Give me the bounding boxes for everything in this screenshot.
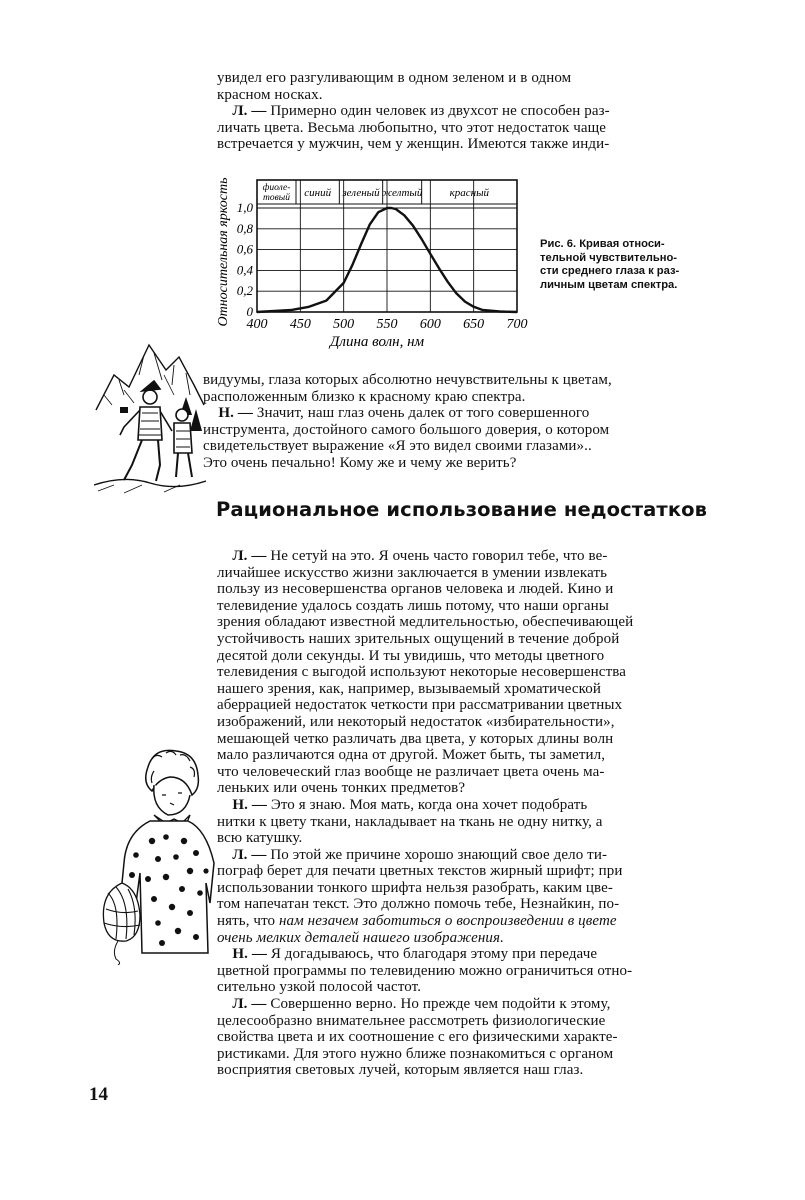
band-label-0-a: фиоле-: [262, 183, 291, 193]
y-tick-label-3: 0,6: [236, 241, 253, 257]
figure-caption: Рис. 6. Кривая относи- тельной чувствительно- сти среднего глаза к раз- личным цветам спектра.: [540, 238, 680, 291]
x-tick-label-6: 700: [506, 317, 528, 332]
speaker-l-1: Л. —: [232, 548, 267, 564]
speaker-n-2: Н. —: [232, 946, 267, 963]
section-heading: Рациональное использование недостатков: [216, 498, 708, 521]
hikers-illustration: [94, 335, 206, 495]
speaker-l-3: Л. —: [232, 996, 267, 1013]
speaker-n-1: Н. —: [232, 796, 267, 813]
section-p3: По этой же причине хорошо знающий свое дело ти- пограф берет для печати цветных текстов жирный шрифт; при использовании тонкого шрифта нельзя разобрать, каким цве- том напечатан текст. Это должно помочь тебе, Незнайкин, по- нять, что: [217, 846, 623, 930]
top-paragraph: [217, 70, 714, 153]
section-p3-italic: нам незачем заботиться о воспроизведении в цвете очень мелких деталей нашего изображения.: [217, 913, 617, 946]
y-tick-label-0: 0: [246, 304, 253, 319]
top-text-l: Примерно один человек из двухсот не способен раз- личать цвета. Весьма любопытно, что этот недостаток чаще встречается у мужчин, чем у женщин. Имеются также инди-: [217, 103, 610, 153]
x-tick-label-1: 450: [289, 317, 311, 332]
band-label-3: желтый: [381, 187, 423, 199]
band-label-4: красный: [449, 187, 490, 199]
mid-text-start: видуумы, глаза которых абсолютно нечувствительны к цветам, расположенным близко к красному краю спектра.: [203, 372, 612, 405]
woman-illustration: [96, 743, 216, 965]
speaker-n: Н. —: [218, 405, 253, 422]
page-number: 14: [89, 1084, 108, 1105]
y-tick-label-5: 1,0: [236, 200, 253, 215]
x-tick-label-3: 550: [376, 317, 398, 332]
section-p1: Не сетуй на это. Я очень часто говорил тебе, что ве- личайшее искусство жизни заключается в умении извлекать пользу из несовершенства органов человека и людей. Кино и телевидение удалось создать лишь потому, что наши органы зрения обладают известной медлительностью, обеспечивающей устойчивость наших зрительных ощущений в течение доброй десятой доли секунды. И ты увидишь, что методы цветного телевидения с выгодой используют некоторые несовершенства нашего зрения, как, например, вызываемый хроматической аберрацией недостаток четкости при рассматривании цветных изображений, или некоторый недостаток «избирательности», мешающей четко различать два цвета, у которых длины волн мало различаются одна от другой. Может быть, ты заметил, что человеческий глаз вообще не различает цвета очень ма- леньких или очень тонких предметов?: [217, 548, 634, 797]
y-axis-label: Относительная яркость: [216, 177, 231, 327]
sensitivity-chart: [205, 172, 530, 352]
x-tick-label-4: 600: [419, 317, 441, 332]
x-tick-label-0: 400: [246, 317, 268, 332]
speaker-l-2: Л. —: [232, 846, 267, 863]
speaker-l: Л. —: [232, 103, 267, 120]
x-tick-label-2: 500: [333, 317, 355, 332]
y-tick-label-4: 0,8: [236, 220, 253, 236]
x-tick-label-5: 650: [463, 317, 485, 332]
mid-text-n: Значит, наш глаз очень далек от того совершенного инструмента, достойного самого большого доверия, о котором свидетельствует выражение «Я это видел своими глазами».. Это очень печально! Кому же и чему же верить?: [203, 405, 610, 471]
top-text-start: увидел его разгуливающим в одном зеленом и в одном красном носках.: [217, 70, 572, 103]
x-axis-label: Длина волн, нм: [329, 334, 425, 350]
section-p2: Это я знаю. Моя мать, когда она хочет подобрать нитки к цвету ткани, накладывает на ткань не одну нитку, а всю катушку.: [217, 796, 603, 847]
band-label-1: синий: [304, 187, 332, 199]
band-label-2: зеленый: [342, 187, 380, 199]
section-text: [217, 548, 714, 1079]
mid-paragraph: [203, 372, 714, 472]
section-p5: Совершенно верно. Но прежде чем подойти к этому, целесообразно внимательнее рассмотреть физиологические свойства цвета и их соотношение с его физическими характе- ристиками. Для этого нужно ближе познакомиться с органом восприятия световых лучей, которым является наш глаз.: [217, 996, 618, 1079]
band-label-0-b: товый: [263, 193, 290, 203]
y-tick-label-1: 0,2: [236, 283, 253, 299]
section-p4: Я догадываюсь, что благодаря этому при передаче цветной программы по телевидению можно ограничиться отно- сительно узкой полосой частот.: [217, 946, 633, 996]
y-tick-label-2: 0,4: [236, 262, 253, 278]
